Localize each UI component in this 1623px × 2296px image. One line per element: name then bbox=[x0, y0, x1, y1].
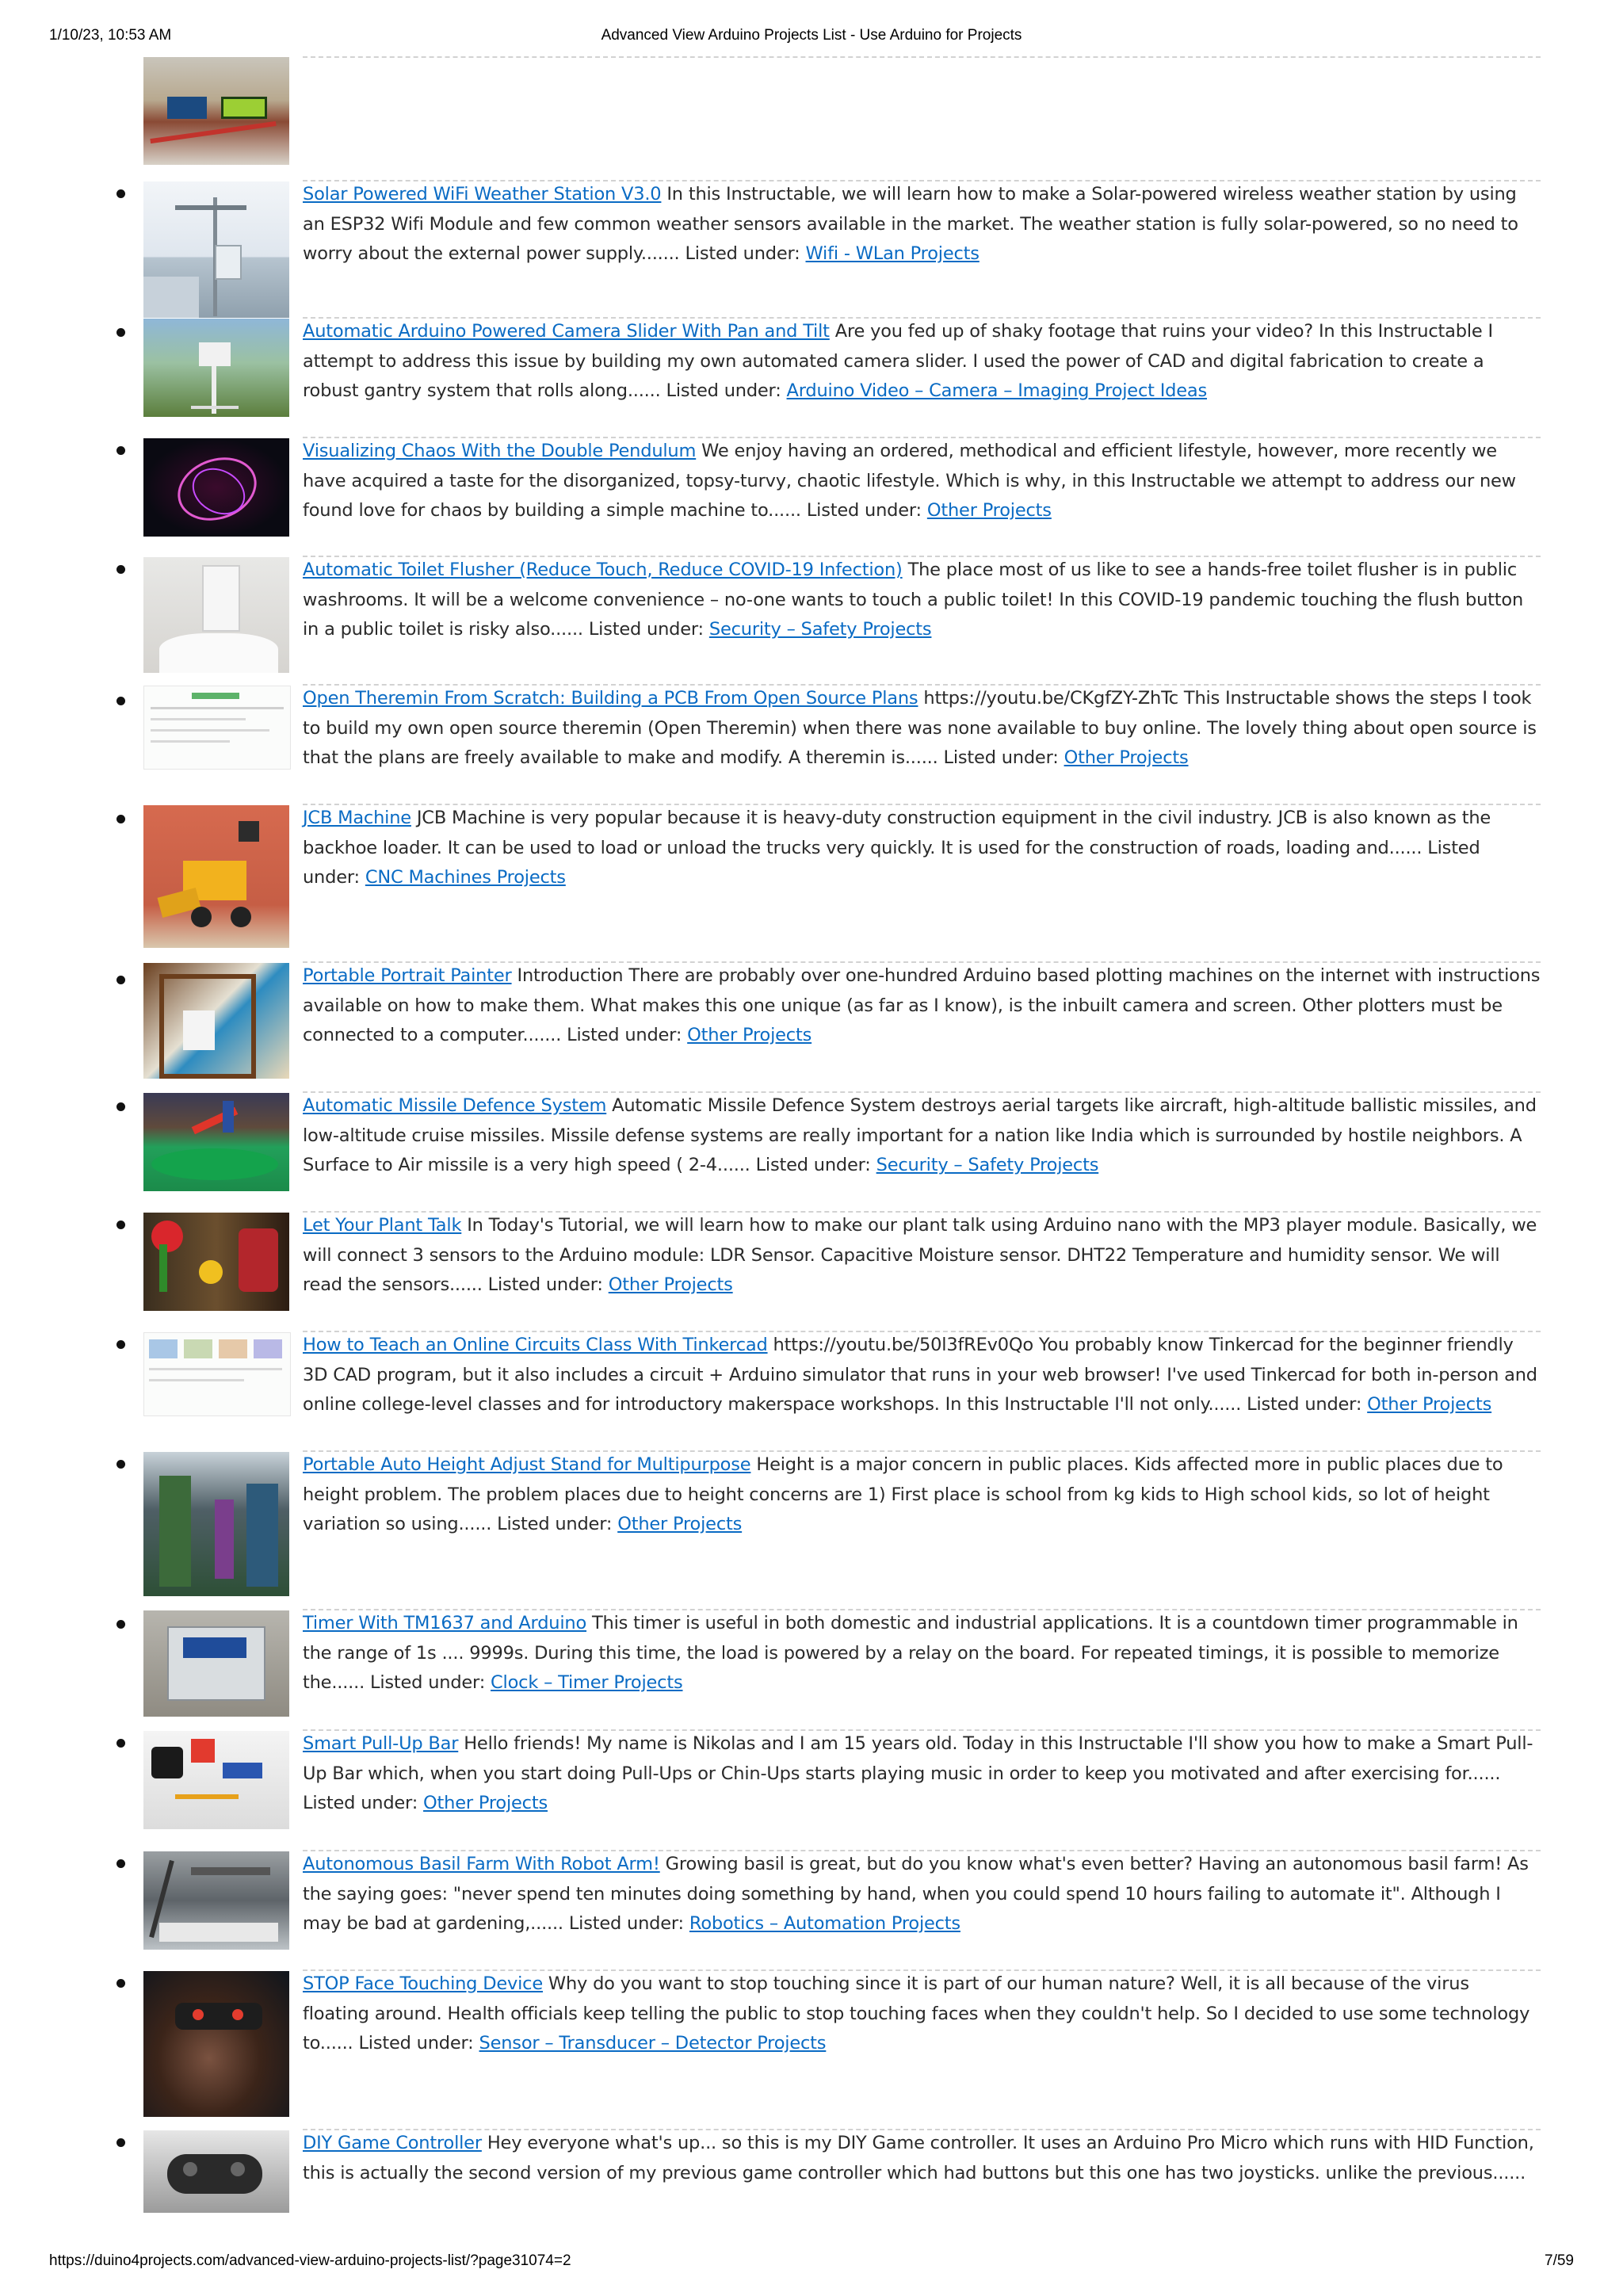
listed-under-label: Listed under: bbox=[806, 500, 922, 521]
bullet bbox=[116, 1340, 125, 1349]
category-link[interactable]: Other Projects bbox=[1367, 1394, 1492, 1415]
bullet bbox=[116, 189, 125, 198]
project-description-block bbox=[303, 1729, 1541, 1819]
bullet bbox=[116, 1979, 125, 1988]
print-header bbox=[49, 27, 1574, 48]
project-title-link[interactable]: Automatic Toilet Flusher (Reduce Touch, Reduce COVID-19 Infection) bbox=[303, 560, 903, 580]
listed-under-label: Listed under: bbox=[568, 1913, 684, 1934]
project-description-block bbox=[303, 556, 1541, 645]
project-description-block bbox=[303, 2129, 1541, 2188]
project-description-block bbox=[303, 961, 1541, 1051]
bullet bbox=[116, 1739, 125, 1748]
bullet bbox=[116, 697, 125, 705]
print-datetime: 1/10/23, 10:53 AM bbox=[49, 27, 172, 44]
project-description: In Today's Tutorial, we will learn how to make our plant talk using Arduino nano with the MP3 player module. Basically, we will connect 3 sensors to the Arduino module: LDR Sensor. Capacitive Moisture sensor. DHT22 Temperature and humidity sensor. We will read the sensors...... bbox=[303, 1215, 1537, 1295]
listed-under-label: Listed under: bbox=[943, 747, 1059, 768]
project-title-link[interactable]: Smart Pull-Up Bar bbox=[303, 1733, 459, 1754]
category-link[interactable]: Other Projects bbox=[423, 1793, 548, 1813]
project-thumbnail[interactable] bbox=[143, 1610, 289, 1717]
project-title-link[interactable]: Solar Powered WiFi Weather Station V3.0 bbox=[303, 184, 662, 204]
bullet bbox=[116, 976, 125, 984]
project-thumbnail[interactable] bbox=[143, 1332, 291, 1416]
project-description: Growing basil is great, but do you know what's even better? Having an autonomous basil farm! As the saying goes: "never spend ten minutes doing something by hand, when you could spend 10 hours failing to automate it". Although I may be bad at gardening,...... bbox=[303, 1854, 1529, 1934]
category-link[interactable]: CNC Machines Projects bbox=[365, 867, 566, 888]
bullet bbox=[116, 328, 125, 337]
project-thumbnail[interactable] bbox=[143, 1851, 289, 1950]
project-title-link[interactable]: Visualizing Chaos With the Double Pendulum bbox=[303, 441, 697, 461]
project-description: https://youtu.be/CKgfZY-ZhTc This Instructable shows the steps I took to build my own open source theremin (Open Theremin) when there was none available to buy online. The lovely thing about open source is that the plans are freely available to make and modify. A theremin is...... bbox=[303, 688, 1537, 768]
project-thumbnail[interactable] bbox=[143, 557, 289, 673]
listed-under-label: Listed under: bbox=[567, 1025, 682, 1045]
project-thumbnail[interactable] bbox=[143, 805, 289, 948]
print-url: https://duino4projects.com/advanced-view-arduino-projects-list/?page31074=2 bbox=[49, 2252, 571, 2269]
project-title-link[interactable]: Portable Portrait Painter bbox=[303, 965, 512, 986]
project-thumbnail[interactable] bbox=[143, 2130, 289, 2213]
project-description: https://youtu.be/50l3fREv0Qo You probably know Tinkercad for the beginner friendly 3D CAD program, but it also includes a circuit + Arduino simulator that runs in your web browser! I've used Tinkercad for both in-person and online college-level classes and for introductory makerspace workshops. In this Instructable I'll not only...... bbox=[303, 1335, 1537, 1415]
category-link[interactable]: Other Projects bbox=[687, 1025, 812, 1045]
project-thumbnail[interactable] bbox=[143, 1452, 289, 1596]
category-link[interactable]: Other Projects bbox=[926, 500, 1052, 521]
project-description: Automatic Missile Defence System destroys aerial targets like aircraft, high-altitude ballistic missiles, and low-altitude cruise missiles. Missile defense systems are really important for a nation like India which is surrounded by hostile neighbors. A Surface to Air missile is a very high speed ( 2-4...... bbox=[303, 1095, 1537, 1175]
listed-under-label: Listed under: bbox=[666, 380, 781, 401]
print-page-title: Advanced View Arduino Projects List - Use Arduino for Projects bbox=[601, 27, 1022, 44]
listed-under-label: Listed under: bbox=[497, 1514, 613, 1534]
project-description-block bbox=[303, 180, 1541, 269]
category-link[interactable]: Wifi - WLan Projects bbox=[805, 243, 980, 264]
listed-under-label: Listed under: bbox=[588, 619, 704, 640]
project-thumbnail[interactable] bbox=[143, 963, 289, 1079]
project-thumbnail[interactable] bbox=[143, 1731, 289, 1829]
print-footer bbox=[49, 2252, 1574, 2273]
bullet bbox=[116, 1859, 125, 1868]
project-description: Introduction There are probably over one-hundred Arduino based plotting machines on the internet with instructions available on how to make them. What makes this one unique (as far as I know), is the inbuilt camera and screen. Other plotters must be connected to a computer....... bbox=[303, 965, 1541, 1045]
category-link[interactable]: Clock – Timer Projects bbox=[491, 1672, 683, 1693]
category-link[interactable]: Other Projects bbox=[617, 1514, 743, 1534]
project-description-block bbox=[303, 684, 1541, 774]
listed-under-label: Listed under: bbox=[358, 2033, 474, 2053]
project-title-link[interactable]: Timer With TM1637 and Arduino bbox=[303, 1613, 587, 1633]
previous-item-thumbnail[interactable] bbox=[143, 57, 289, 165]
listed-under-label: Listed under: bbox=[370, 1672, 486, 1693]
bullet bbox=[116, 815, 125, 823]
category-link[interactable]: Sensor – Transducer – Detector Projects bbox=[479, 2033, 827, 2053]
project-thumbnail[interactable] bbox=[143, 1093, 289, 1191]
print-page-number: 7/59 bbox=[1545, 2252, 1574, 2269]
project-description: Hello friends! My name is Nikolas and I am 15 years old. Today in this Instructable I'll show you how to make a Smart Pull-Up Bar which, when you start doing Pull-Ups or Chin-Ups starts playing music in order to keep you motivated and after exercising for...... bbox=[303, 1733, 1533, 1784]
project-title-link[interactable]: DIY Game Controller bbox=[303, 2133, 482, 2153]
category-link[interactable]: Robotics – Automation Projects bbox=[689, 1913, 960, 1934]
project-description: We enjoy having an ordered, methodical and efficient lifestyle, however, more recently we have acquired a taste for the disorganized, topsy-turvy, chaotic lifestyle. Which is why, in this Instructable we attempt to address our new found love for chaos by building a simple machine to...... bbox=[303, 441, 1516, 521]
bullet bbox=[116, 1102, 125, 1111]
category-link[interactable]: Security – Safety Projects bbox=[876, 1155, 1099, 1175]
project-title-link[interactable]: Open Theremin From Scratch: Building a PCB From Open Source Plans bbox=[303, 688, 918, 709]
project-thumbnail[interactable] bbox=[143, 181, 289, 318]
project-title-link[interactable]: STOP Face Touching Device bbox=[303, 1973, 543, 1994]
project-description: The place most of us like to see a hands-free toilet flusher is in public washrooms. It will be a welcome convenience – no-one wants to touch a public toilet! In this COVID-19 pandemic touching the flush button in a public toilet is risky also...... bbox=[303, 560, 1524, 640]
listed-under-label: Listed under: bbox=[487, 1274, 603, 1295]
project-title-link[interactable]: How to Teach an Online Circuits Class With Tinkercad bbox=[303, 1335, 768, 1355]
project-description: Height is a major concern in public places. Kids affected more in public places due to height problem. The problem places due to height concerns are 1) First place is school from kg kids to High school kids, so lot of height variation so using...... bbox=[303, 1454, 1503, 1534]
project-title-link[interactable]: Automatic Arduino Powered Camera Slider With Pan and Tilt bbox=[303, 321, 830, 342]
bullet bbox=[116, 1620, 125, 1629]
project-description: In this Instructable, we will learn how to make a Solar-powered wireless weather station by using an ESP32 Wifi Module and few common weather sensors available in the market. The weather station is fully solar-powered, so no need to worry about the external power supply....... bbox=[303, 184, 1518, 264]
project-title-link[interactable]: Autonomous Basil Farm With Robot Arm! bbox=[303, 1854, 660, 1874]
listed-under-label: Listed under: bbox=[303, 837, 1480, 888]
bullet bbox=[116, 1460, 125, 1469]
project-description-block bbox=[303, 1850, 1541, 1939]
project-description-block bbox=[303, 437, 1541, 526]
category-link[interactable]: Other Projects bbox=[1064, 747, 1189, 768]
project-thumbnail[interactable] bbox=[143, 1971, 289, 2117]
project-description-block bbox=[303, 317, 1541, 407]
project-thumbnail[interactable] bbox=[143, 686, 291, 770]
divider bbox=[303, 56, 1541, 58]
bullet bbox=[116, 2138, 125, 2147]
project-thumbnail[interactable] bbox=[143, 1213, 289, 1311]
project-description-block bbox=[303, 1450, 1541, 1540]
project-thumbnail[interactable] bbox=[143, 438, 289, 537]
project-description-block bbox=[303, 1331, 1541, 1420]
bullet bbox=[116, 565, 125, 574]
project-title-link[interactable]: Automatic Missile Defence System bbox=[303, 1095, 607, 1116]
project-title-link[interactable]: Let Your Plant Talk bbox=[303, 1215, 462, 1236]
project-description: Hey everyone what's up... so this is my DIY Game controller. It uses an Arduino Pro Micro which runs with HID Function, this is actually the second version of my previous game controller which had buttons but this one has two joysticks. unlike the previous...... bbox=[303, 2133, 1534, 2183]
bullet bbox=[116, 1221, 125, 1229]
project-description-block bbox=[303, 804, 1541, 893]
project-title-link[interactable]: JCB Machine bbox=[303, 808, 411, 828]
category-link[interactable]: Arduino Video – Camera – Imaging Project Ideas bbox=[786, 380, 1207, 401]
project-description: Are you fed up of shaky footage that ruins your video? In this Instructable I attempt to address this issue by building my own automated camera slider. I used the power of CAD and digital fabrication to create a robust gantry system that rolls along...... bbox=[303, 321, 1493, 401]
project-thumbnail[interactable] bbox=[143, 319, 289, 417]
project-description: Why do you want to stop touching since it is part of our human nature? Well, it is all because of the virus floating around. Health officials keep telling the public to stop touching faces when they couldn't help. So I decided to use some technology to...... bbox=[303, 1973, 1530, 2053]
listed-under-label: Listed under: bbox=[303, 1793, 418, 1813]
project-description-block bbox=[303, 1609, 1541, 1698]
project-description-block bbox=[303, 1091, 1541, 1181]
listed-under-label: Listed under: bbox=[1247, 1394, 1362, 1415]
project-description: This timer is useful in both domestic and industrial applications. It is a countdown timer programmable in the range of 1s .... 9999s. During this time, the load is powered by a relay on the board. For repeated timings, it is possible to memorize the...... bbox=[303, 1613, 1518, 1693]
project-description: JCB Machine is very popular because it is heavy-duty construction equipment in the civil industry. JCB is also known as the backhoe loader. It can be used to load or unload the trucks very quickly. It is used for the construction of roads, loading and...... bbox=[303, 808, 1491, 858]
project-description-block bbox=[303, 1211, 1541, 1301]
project-title-link[interactable]: Portable Auto Height Adjust Stand for Multipurpose bbox=[303, 1454, 751, 1475]
category-link[interactable]: Other Projects bbox=[608, 1274, 733, 1295]
bullet bbox=[116, 446, 125, 455]
category-link[interactable]: Security – Safety Projects bbox=[708, 619, 932, 640]
project-description-block bbox=[303, 1969, 1541, 2059]
listed-under-label: Listed under: bbox=[755, 1155, 871, 1175]
listed-under-label: Listed under: bbox=[685, 243, 800, 264]
